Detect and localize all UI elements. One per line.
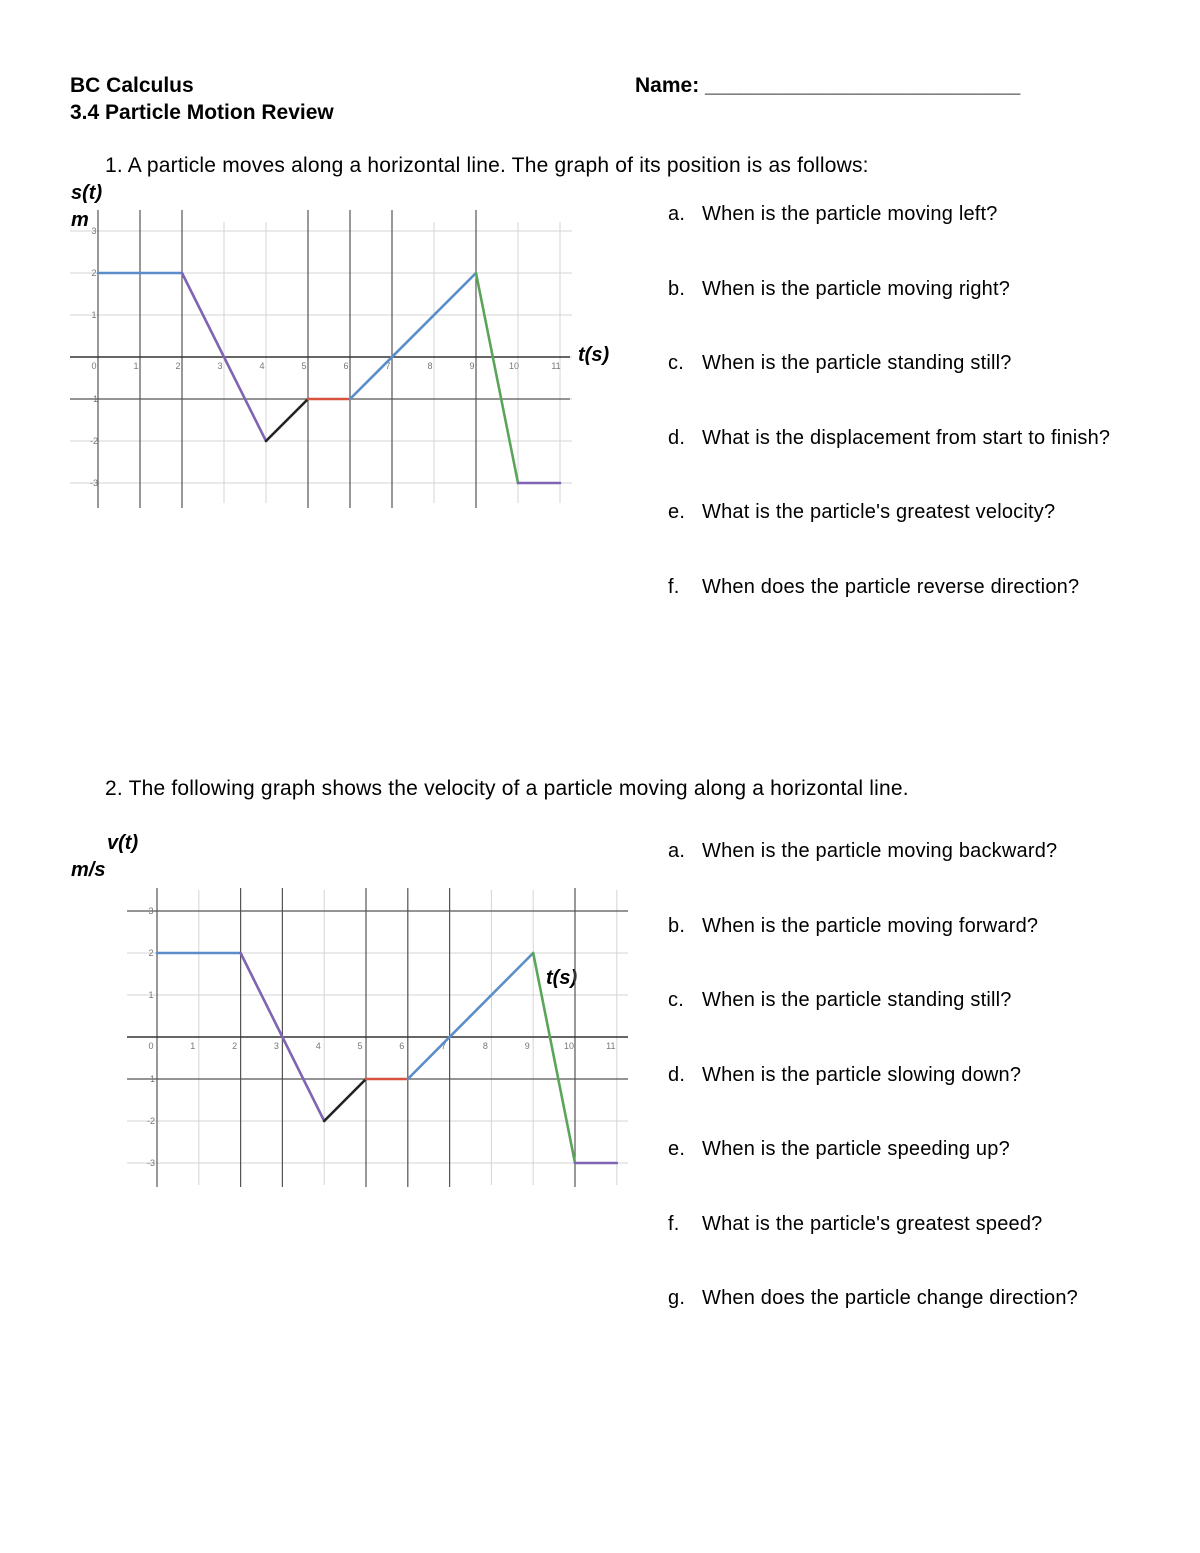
question-text: When is the particle slowing down? [702, 1063, 1022, 1086]
question-letter: a. [668, 203, 686, 225]
worksheet-topic: 3.4 Particle Motion Review [70, 101, 334, 124]
x-tick-label: 10 [508, 361, 520, 371]
x-tick-label: 9 [524, 1041, 530, 1051]
y-tick-label: 2 [91, 268, 97, 278]
x-tick-label: 2 [175, 361, 181, 371]
problem-1-prompt: 1. A particle moves along a horizontal line. The graph of its position is as follows: [105, 154, 869, 177]
p1-question-a [668, 203, 998, 226]
question-text: When is the particle standing still? [702, 352, 1012, 374]
question-text: When is the particle moving left? [702, 203, 998, 225]
question-text: When is the particle moving backward? [702, 840, 1058, 862]
line-segment-3 [324, 1079, 366, 1121]
question-letter: c. [668, 989, 684, 1011]
p2-question-d [668, 1064, 1021, 1087]
x-tick-label: 2 [232, 1041, 238, 1051]
question-letter: e. [668, 1138, 686, 1160]
y-tick-label: 1 [91, 310, 97, 320]
question-text: When is the particle moving right? [702, 277, 1011, 300]
y-tick-label: -1 [89, 394, 99, 404]
p2-yunit: m/s [71, 859, 106, 881]
question-letter: b. [668, 914, 686, 937]
x-tick-label: 0 [148, 1041, 154, 1051]
question-letter: a. [668, 840, 686, 862]
y-tick-label: -2 [89, 436, 99, 446]
x-tick-label: 10 [563, 1041, 575, 1051]
question-text: What is the particle's greatest speed? [702, 1212, 1043, 1235]
name-field[interactable]: Name: ___________________________ [635, 74, 1021, 97]
question-text: What is the displacement from start to finish? [702, 426, 1111, 449]
x-tick-label: 4 [259, 361, 265, 371]
question-text: When is the particle speeding up? [702, 1138, 1010, 1160]
x-tick-label: 7 [441, 1041, 447, 1051]
course-title: BC Calculus [70, 74, 194, 97]
problem-2-prompt: 2. The following graph shows the velocity of a particle moving along a horizontal line. [105, 777, 909, 800]
question-letter: b. [668, 277, 686, 300]
x-tick-label: 11 [551, 361, 561, 371]
p1-question-f [668, 576, 1079, 599]
p2-question-f [668, 1213, 1042, 1236]
question-letter: f. [668, 1212, 680, 1235]
x-tick-label: 6 [343, 361, 349, 371]
p1-question-c [668, 352, 1012, 375]
y-tick-label: 2 [148, 948, 154, 958]
p1-question-b [668, 278, 1010, 301]
x-tick-label: 9 [469, 361, 475, 371]
x-tick-label: 1 [133, 361, 139, 371]
x-tick-label: 4 [315, 1041, 321, 1051]
p1-yunit: m [71, 209, 89, 231]
question-letter: e. [668, 501, 686, 523]
p2-question-c [668, 989, 1012, 1012]
x-tick-label: 8 [427, 361, 433, 371]
question-text: When does the particle change direction? [702, 1287, 1079, 1309]
y-tick-label: 1 [148, 990, 154, 1000]
velocity-graph [0, 0, 660, 1200]
question-letter: g. [668, 1287, 686, 1309]
y-tick-label: -3 [146, 1158, 156, 1168]
question-text: When is the particle standing still? [702, 989, 1012, 1011]
p2-question-e [668, 1138, 1010, 1161]
question-letter: f. [668, 575, 680, 598]
line-segment-6 [533, 953, 578, 1163]
question-letter: d. [668, 426, 686, 449]
x-tick-label: 0 [91, 361, 97, 371]
question-text: What is the particle's greatest velocity? [702, 501, 1056, 523]
x-tick-label: 1 [190, 1041, 196, 1051]
p1-question-d [668, 427, 1110, 450]
line-segment-5 [408, 953, 533, 1079]
x-tick-label: 8 [482, 1041, 488, 1051]
p2-question-b [668, 915, 1038, 938]
p2-xlabel: t(s) [546, 967, 578, 989]
question-letter: c. [668, 352, 684, 374]
p1-xlabel: t(s) [578, 344, 610, 366]
p2-question-g [668, 1287, 1078, 1310]
p1-ylabel: s(t) [71, 182, 103, 204]
x-tick-label: 7 [385, 361, 391, 371]
x-tick-label: 6 [399, 1041, 405, 1051]
p2-ylabel: v(t) [107, 832, 139, 854]
y-tick-label: -2 [146, 1116, 156, 1126]
y-tick-label: 3 [148, 906, 154, 916]
question-text: When does the particle reverse direction? [702, 575, 1080, 598]
question-text: When is the particle moving forward? [702, 914, 1039, 937]
x-tick-label: 11 [606, 1041, 616, 1051]
x-tick-label: 5 [357, 1041, 363, 1051]
x-tick-label: 5 [301, 361, 307, 371]
y-tick-label: -3 [89, 478, 99, 488]
y-tick-label: -1 [146, 1074, 156, 1084]
p1-question-e [668, 501, 1055, 524]
x-tick-label: 3 [273, 1041, 279, 1051]
y-tick-label: 3 [91, 226, 97, 236]
p2-question-a [668, 840, 1057, 863]
x-tick-label: 3 [217, 361, 223, 371]
question-letter: d. [668, 1063, 686, 1086]
